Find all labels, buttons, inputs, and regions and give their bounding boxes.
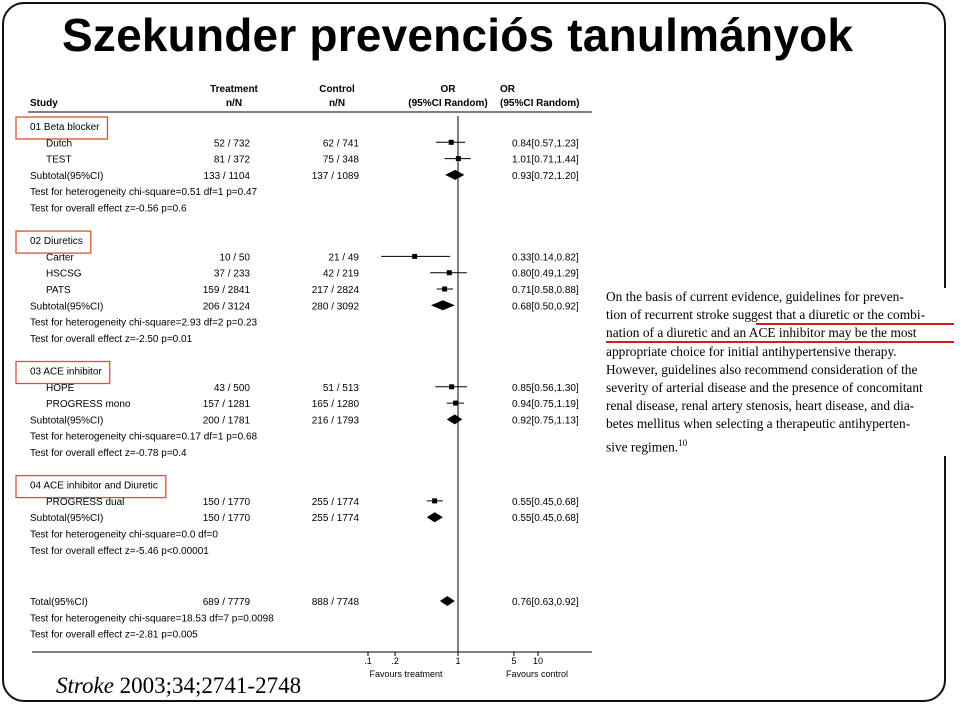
study-control: 255 / 1774: [311, 496, 359, 508]
heterogeneity-test: Test for heterogeneity chi-square=2.93 df=2 p=0.23: [30, 317, 258, 329]
study-name: Carter: [46, 252, 74, 264]
study-treatment: 159 / 2841: [202, 285, 250, 296]
study-name: PATS: [46, 285, 71, 296]
subtotal-treatment: 206 / 3124: [202, 301, 250, 313]
subtotal-control: 255 / 1774: [311, 513, 359, 525]
group-label: 03 ACE inhibitor: [30, 366, 102, 378]
header-treatment-sub: n/N: [225, 98, 243, 109]
subtotal-label: Subtotal(95%CI): [30, 415, 104, 427]
ci-diamond: [427, 512, 443, 522]
quote-line: appropriate choice for initial antihypertensive therapy.: [606, 343, 897, 359]
citation-journal: Stroke: [56, 673, 114, 698]
study-control: 62 / 741: [322, 138, 359, 150]
study-or-text: 0.85[0.56,1.30]: [512, 382, 579, 394]
quote-footnote: 10: [678, 437, 688, 448]
subtotal-control: 216 / 1793: [311, 415, 359, 427]
study-treatment: 81 / 372: [213, 154, 250, 166]
quote-line: On the basis of current evidence, guidelines for preven-: [606, 289, 904, 304]
study-or-text: 0.94[0.75,1.19]: [512, 399, 579, 411]
subtotal-label: Subtotal(95%CI): [30, 170, 104, 182]
subtotal-label: Subtotal(95%CI): [30, 513, 104, 525]
subtotal-label: Subtotal(95%CI): [30, 301, 104, 313]
subtotal-or-text: 0.68[0.50,0.92]: [512, 301, 579, 313]
favours-control-label: Favours control: [505, 669, 569, 679]
header-control: Control: [319, 84, 355, 95]
study-treatment: 37 / 233: [213, 268, 250, 280]
study-name: PROGRESS mono: [46, 399, 131, 411]
ci-point: [447, 270, 452, 275]
study-name: Dutch: [46, 138, 73, 150]
ci-diamond: [445, 170, 464, 180]
group-label: 02 Diuretics: [30, 236, 83, 248]
total-label: Total(95%CI): [30, 597, 88, 608]
study-name: HSCSG: [46, 268, 82, 280]
study-treatment: 52 / 732: [213, 138, 250, 150]
quote-line: tion of recurrent stroke suggest that a diuretic or the combi-: [606, 307, 926, 323]
ci-diamond: [440, 596, 455, 606]
subtotal-treatment: 150 / 1770: [202, 513, 250, 525]
study-or-text: 0.71[0.58,0.88]: [512, 285, 579, 296]
subtotal-treatment: 133 / 1104: [203, 170, 250, 182]
total-or-text: 0.76[0.63,0.92]: [512, 597, 579, 608]
total-overall-effect-test: Test for overall effect z=-2.81 p=0.005: [30, 629, 198, 641]
overall-effect-test: Test for overall effect z=-5.46 p<0.00001: [30, 545, 209, 557]
total-treatment: 689 / 7779: [202, 597, 250, 608]
quote-line: sive regimen.$^{10}$: [606, 437, 688, 455]
heterogeneity-test: Test for heterogeneity chi-square=0.0 df=0: [30, 529, 218, 541]
quote-underline: [606, 341, 954, 343]
study-control: 165 / 1280: [311, 399, 359, 411]
subtotal-or-text: 0.55[0.45,0.68]: [512, 513, 579, 525]
quote-block: [606, 288, 954, 456]
study-control: 75 / 348: [322, 154, 359, 166]
header-treatment: Treatment: [210, 84, 258, 95]
header-or-text: OR: [500, 84, 515, 95]
study-control: 21 / 49: [328, 252, 359, 264]
subtotal-or-text: 0.93[0.72,1.20]: [512, 170, 579, 182]
study-control: 42 / 219: [322, 268, 359, 280]
citation: [56, 673, 301, 699]
quote-line: severity of arterial disease and the presence of concomitant: [606, 380, 923, 396]
study-or-text: 0.84[0.57,1.23]: [512, 138, 579, 150]
header-study: Study: [30, 98, 58, 109]
group-label: 04 ACE inhibitor and Diuretic: [30, 480, 158, 492]
quote-underline: [756, 323, 954, 325]
ci-point: [453, 401, 458, 406]
x-tick-label: .1: [364, 656, 372, 666]
heterogeneity-test: Test for heterogeneity chi-square=0.51 df=1 p=0.47: [30, 187, 258, 199]
subtotal-or-text: 0.92[0.75,1.13]: [512, 415, 579, 427]
study-or-text: 0.80[0.49,1.29]: [512, 268, 579, 280]
ci-diamond: [447, 414, 462, 424]
x-tick-label: .2: [391, 656, 399, 666]
x-tick-label: 5: [511, 656, 517, 666]
study-name: TEST: [46, 154, 72, 166]
ci-diamond: [431, 300, 455, 310]
quote-line: betes mellitus when selecting a therapeutic antihyperten-: [606, 416, 911, 432]
header-or-plot: OR: [440, 84, 456, 95]
total-heterogeneity-test: Test for heterogeneity chi-square=18.53 df=7 p=0.0098: [30, 613, 274, 625]
header-or-plot-sub: (95%CI Random): [408, 98, 488, 109]
subtotal-treatment: 200 / 1781: [202, 415, 250, 427]
study-treatment: 43 / 500: [213, 382, 250, 394]
subtotal-control: 137 / 1089: [311, 170, 359, 182]
study-name: PROGRESS dual: [46, 496, 125, 508]
x-tick-label: 1: [455, 656, 461, 666]
total-control: 888 / 7748: [311, 597, 359, 608]
heterogeneity-test: Test for heterogeneity chi-square=0.17 df=1 p=0.68: [30, 431, 258, 443]
ci-point: [412, 254, 417, 259]
quote-line: However, guidelines also recommend consideration of the: [606, 361, 918, 377]
study-or-text: 1.01[0.71,1.44]: [512, 154, 579, 166]
favours-treatment-label: Favours treatment: [369, 669, 443, 679]
header-control-sub: n/N: [328, 98, 346, 109]
ci-point: [442, 287, 447, 292]
overall-effect-test: Test for overall effect z=-0.56 p=0.6: [30, 203, 187, 215]
study-control: 217 / 2824: [311, 285, 359, 296]
x-tick-label: 10: [532, 656, 544, 666]
study-treatment: 150 / 1770: [202, 496, 250, 508]
citation-ref: 2003;34;2741-2748: [113, 673, 302, 698]
slide-title: Szekunder prevenciós tanulmányok: [62, 9, 854, 61]
header-or-text-sub: (95%CI Random): [500, 98, 580, 109]
ci-point: [432, 498, 437, 503]
subtotal-control: 280 / 3092: [311, 301, 359, 313]
ci-point: [449, 140, 454, 145]
overall-effect-test: Test for overall effect z=-2.50 p=0.01: [30, 333, 193, 345]
quote-line: nation of a diuretic and an ACE inhibitor may be the most: [606, 325, 917, 341]
ci-point: [449, 384, 454, 389]
study-name: HOPE: [46, 382, 75, 394]
study-treatment: 157 / 1281: [202, 399, 250, 411]
overall-effect-test: Test for overall effect z=-0.78 p=0.4: [30, 448, 187, 459]
study-treatment: 10 / 50: [219, 252, 250, 264]
study-or-text: 0.33[0.14,0.82]: [512, 252, 579, 264]
group-label: 01 Beta blocker: [30, 122, 100, 133]
study-control: 51 / 513: [322, 382, 359, 394]
quote-line: renal disease, renal artery stenosis, heart disease, and dia-: [606, 398, 915, 414]
study-or-text: 0.55[0.45,0.68]: [512, 496, 579, 508]
